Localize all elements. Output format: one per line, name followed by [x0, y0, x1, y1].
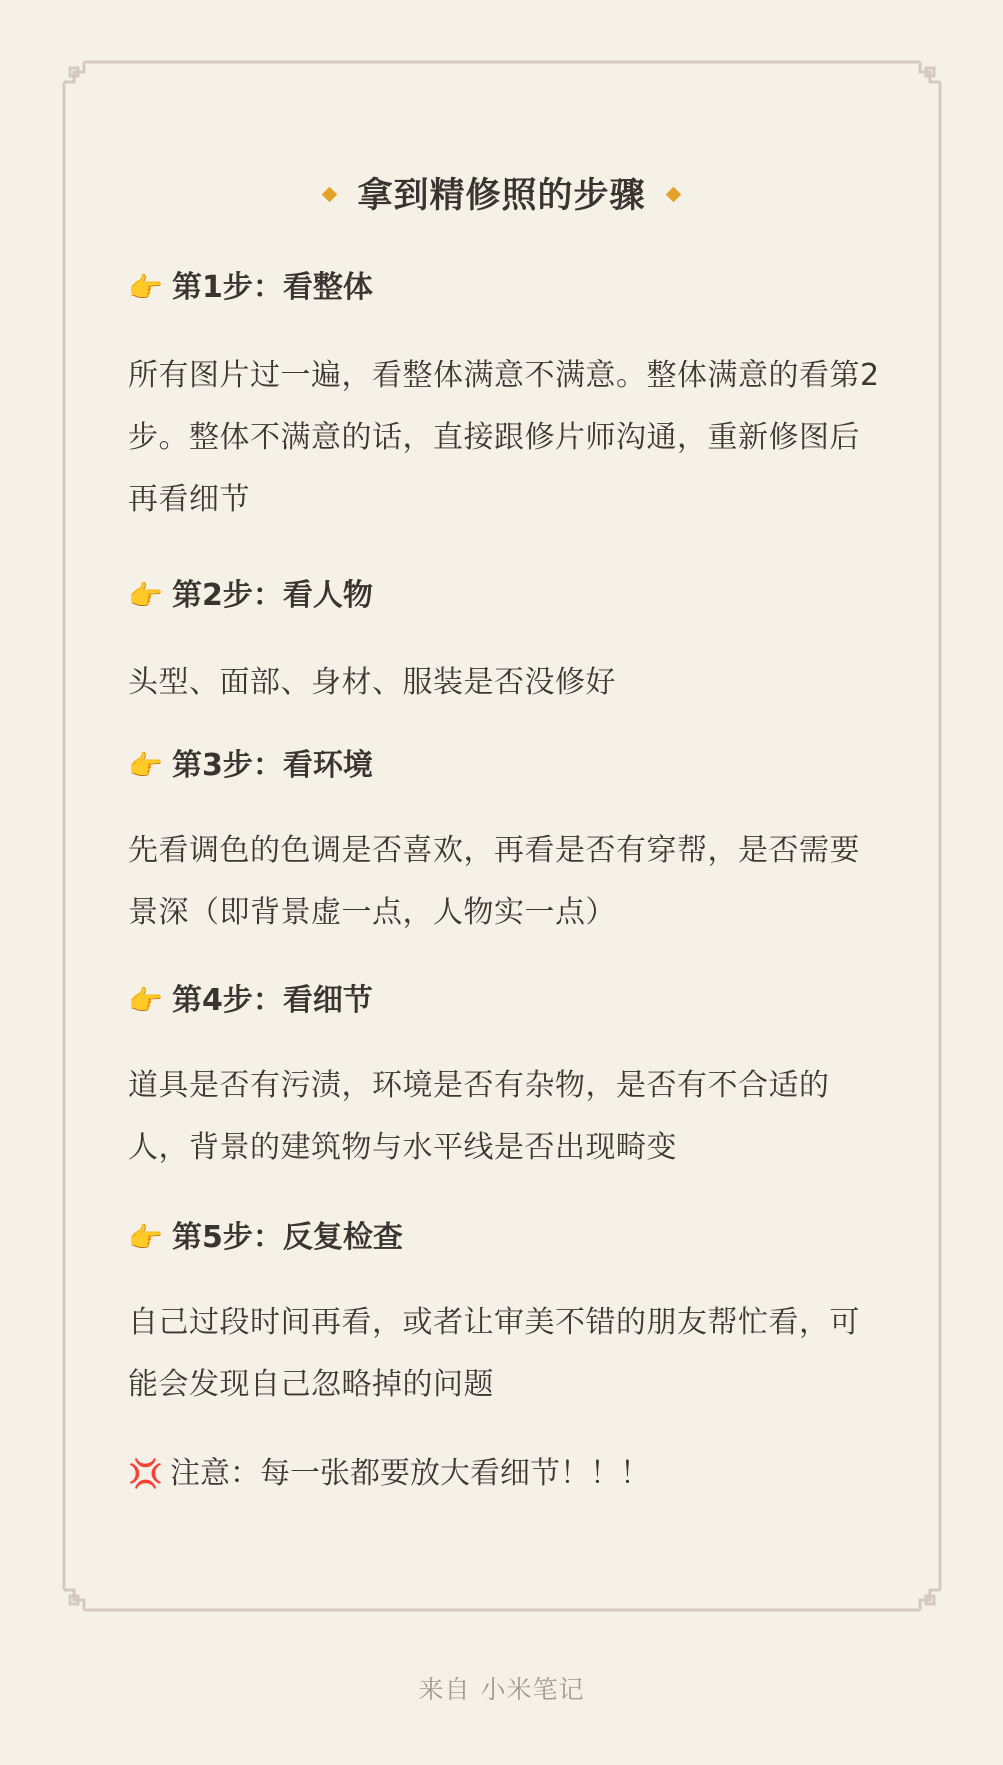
footer-source — [0, 1670, 1003, 1706]
step-5-heading — [128, 1212, 403, 1256]
step-5-heading-text: 第5步：反复检查 — [172, 1220, 403, 1255]
warning-note — [128, 1448, 650, 1492]
step-3-text: 先看调色的色调是否喜欢，再看是否有穿帮，是否需要景深（即背景虚一点，人物实一点） — [128, 833, 860, 930]
step-1-heading — [128, 262, 373, 306]
page-title — [0, 168, 1003, 218]
step-2-text: 头型、面部、身材、服装是否没修好 — [128, 665, 616, 700]
step-1-heading-text: 第1步：看整体 — [172, 270, 373, 305]
anger-symbol-icon: 💢 — [128, 1457, 163, 1490]
step-3-heading-text: 第3步：看环境 — [172, 748, 373, 783]
step-1-text: 所有图片过一遍，看整体满意不满意。整体满意的看第2步。整体不满意的话，直接跟修片师沟通，重新修图后再看细节 — [128, 358, 880, 517]
step-4-heading-text: 第4步：看细节 — [172, 983, 373, 1018]
diamond-left-icon — [322, 186, 338, 202]
pointing-hand-icon: 👉 — [128, 579, 163, 612]
title-text: 拿到精修照的步骤 — [357, 176, 646, 216]
warning-note-text: 注意：每一张都要放大看细节！！！ — [170, 1456, 650, 1491]
diamond-right-icon — [665, 186, 681, 202]
step-3-heading — [128, 740, 373, 784]
pointing-hand-icon: 👉 — [128, 984, 163, 1017]
pointing-hand-icon: 👉 — [128, 271, 163, 304]
footer-app-name: 小米笔记 — [480, 1675, 585, 1704]
pointing-hand-icon: 👉 — [128, 749, 163, 782]
step-4-text: 道具是否有污渍，环境是否有杂物，是否有不合适的人，背景的建筑物与水平线是否出现畸变 — [128, 1068, 830, 1165]
step-4-heading — [128, 975, 373, 1019]
pointing-hand-icon: 👉 — [128, 1221, 163, 1254]
step-2-heading-text: 第2步：看人物 — [172, 578, 373, 613]
step-5-text: 自己过段时间再看，或者让审美不错的朋友帮忙看，可能会发现自己忽略掉的问题 — [128, 1305, 860, 1402]
step-2-heading — [128, 570, 373, 614]
footer-prefix: 来自 — [418, 1675, 471, 1704]
